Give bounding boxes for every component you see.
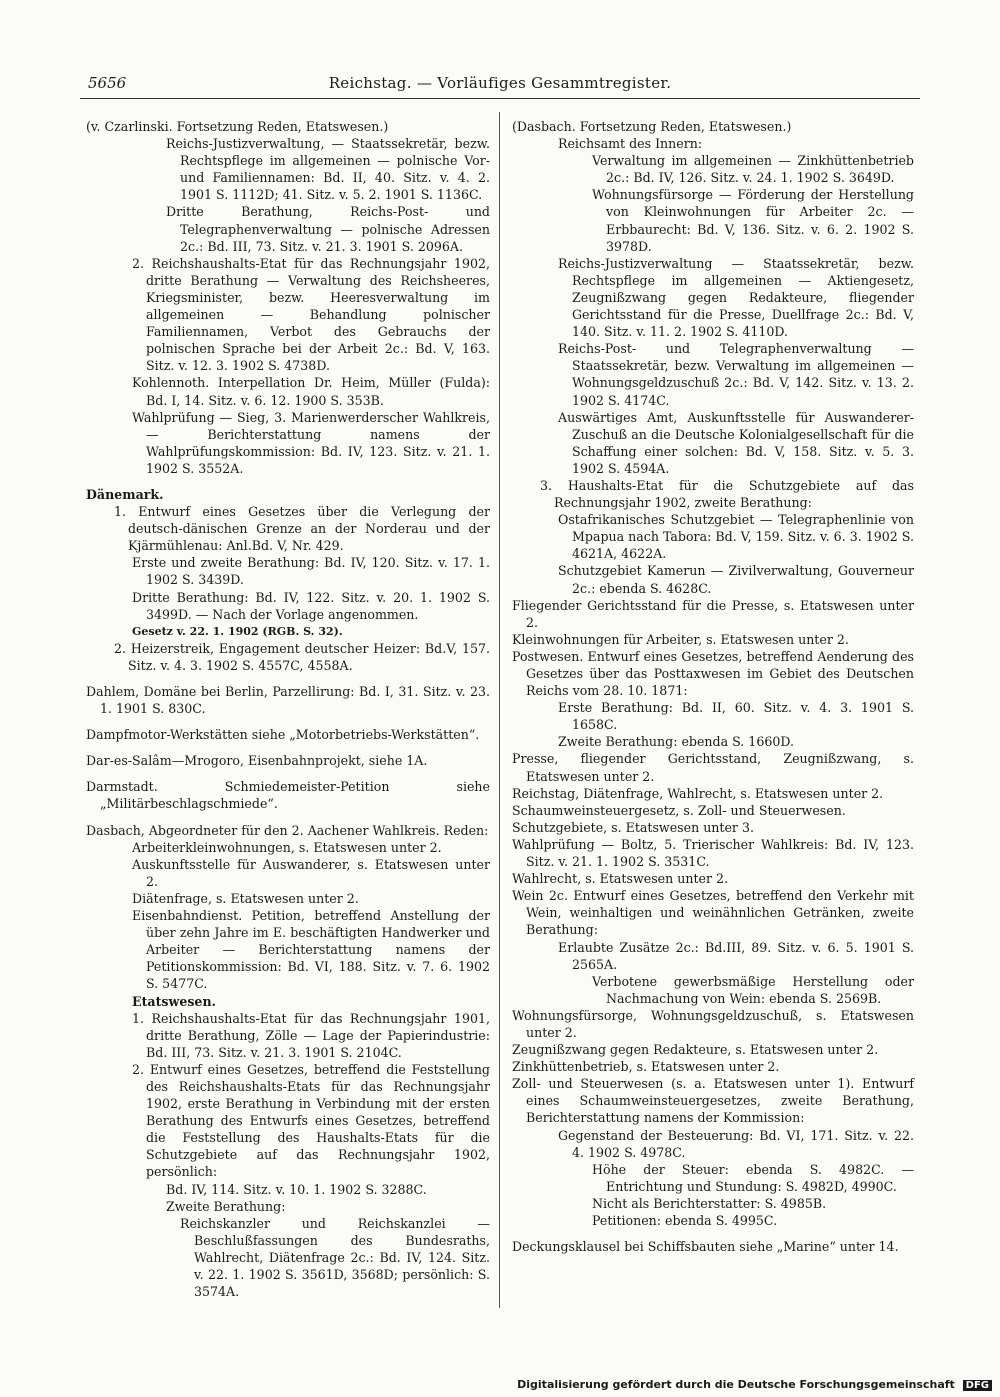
index-entry: Reichs-Justizverwaltung — Staatssekretär, bezw. Rechtspflege im allgemeinen — Aktiengesetz, Zeugnißzwang gegen Redakteure, fliegender Gerichtsstand für die Presse, Duellfrage 2c.: Bd. V, 140. Sitz. v. 11. 2. 1902 S. 4110D. bbox=[558, 255, 914, 340]
index-entry: Arbeiterkleinwohnungen, s. Etatswesen unter 2. bbox=[132, 839, 442, 855]
index-subheading: Etatswesen. bbox=[132, 993, 216, 1009]
index-entry: Gegenstand der Besteuerung: Bd. VI, 171. Sitz. v. 22. 4. 1902 S. 4978C. bbox=[558, 1127, 914, 1160]
index-entry: Fliegender Gerichtsstand für die Presse, s. Etatswesen unter 2. bbox=[512, 597, 914, 630]
index-entry: Dampfmotor-Werkstätten siehe „Motorbetriebs-Werkstätten“. bbox=[86, 727, 480, 743]
index-entry: Postwesen. Entwurf eines Gesetzes, betreffend Aenderung des Gesetzes über das Posttaxwesen im Gebiet des Deutschen Reichs vom 28. 10. 1871: bbox=[512, 648, 914, 699]
index-entry: Wahlprüfung — Boltz, 5. Trierischer Wahlkreis: Bd. IV, 123. Sitz. v. 21. 1. 1902 S. 3531C. bbox=[512, 836, 914, 870]
index-entry: 1. Entwurf eines Gesetzes über die Verlegung der deutsch-dänischen Grenze an der Norderau und der Kjärmühlenau: Anl.Bd. V, Nr. 429. bbox=[114, 504, 490, 554]
index-entry: Zweite Berathung: bbox=[166, 1198, 286, 1214]
index-entry: Reichs-Post- und Telegraphenverwaltung — Staatssekretär, bezw. Verwaltung im allgemeinen — Wohnungsgeldzuschuß 2c.: Bd. V, 142. Sitz. v. 13. 2. 1902 S. 4174C. bbox=[558, 341, 914, 408]
index-entry: Petitionen: ebenda S. 4995C. bbox=[592, 1213, 778, 1228]
header-rule bbox=[80, 98, 920, 99]
index-entry: Zoll- und Steuerwesen (s. a. Etatswesen unter 1). Entwurf eines Schaumweinsteuergesetzes, zweite Berathung, Berichterstattung namens der Kommission: bbox=[512, 1076, 914, 1126]
page-header bbox=[80, 72, 920, 96]
index-entry: Deckungsklausel bei Schiffsbauten siehe „Marine“ unter 14. bbox=[512, 1239, 899, 1255]
index-entry: Reichsamt des Innern: bbox=[558, 136, 703, 152]
dfg-logo: DFG bbox=[963, 1380, 992, 1391]
index-entry: Höhe der Steuer: ebenda S. 4982C. — Entrichtung und Stundung: S. 4982D, 4990C. bbox=[592, 1161, 914, 1194]
index-entry: Wohnungsfürsorge — Förderung der Herstellung von Kleinwohnungen für Arbeiter 2c. — Erbbaurecht: Bd. V, 136. Sitz. v. 6. 2. 1902 S. 3978D. bbox=[592, 187, 914, 254]
entry-continuation: (v. Czarlinski. Fortsetzung Reden, Etatswesen.) bbox=[86, 119, 389, 134]
index-entry: Wahlrecht, s. Etatswesen unter 2. bbox=[512, 871, 728, 887]
index-entry: Darmstadt. Schmiedemeister-Petition siehe „Militärbeschlagschmiede“. bbox=[86, 779, 490, 812]
index-entry: Dasbach, Abgeordneter für den 2. Aachener Wahlkreis. Reden: bbox=[86, 822, 489, 838]
index-entry: Gesetz v. 22. 1. 1902 (RGB. S. 32). bbox=[132, 624, 343, 638]
page-title: Reichstag. — Vorläufiges Gesammtregister. bbox=[328, 74, 672, 92]
index-heading: Dänemark. bbox=[86, 486, 164, 502]
digitization-credit bbox=[517, 1378, 992, 1391]
index-entry: 2. Entwurf eines Gesetzes, betreffend die Feststellung des Reichshaushalts-Etats für das Rechnungsjahr 1902, erste Berathung in Verbindung mit der ersten Berathung des Entwurfs eines Gesetzes, betreffend die Feststellung des Haushalts-Etats für die Schutzgebiete auf das Rechnungsjahr 1902, persönlich: bbox=[132, 1061, 490, 1180]
index-entry: Diätenfrage, s. Etatswesen unter 2. bbox=[132, 890, 359, 906]
entry-continuation: (Dasbach. Fortsetzung Reden, Etatswesen.) bbox=[512, 119, 792, 134]
index-entry: Nicht als Berichterstatter: S. 4985B. bbox=[592, 1195, 827, 1211]
index-entry: Wahlprüfung — Sieg, 3. Marienwerderscher Wahlkreis, — Berichterstattung namens der Wahlprüfungskommission: Bd. IV, 123. Sitz. v. 21. 1. 1902 S. 3552A. bbox=[132, 409, 490, 476]
left-column bbox=[84, 118, 490, 1300]
index-entry: 1. Reichshaushalts-Etat für das Rechnungsjahr 1901, dritte Berathung, Zölle — Lage der Papierindustrie: Bd. III, 73. Sitz. v. 21. 3. 1901 S. 2104C. bbox=[132, 1010, 490, 1060]
index-entry: Dritte Berathung, Reichs-Post- und Telegraphenverwaltung — polnische Adressen 2c.: Bd. III, 73. Sitz. v. 21. 3. 1901 S. 2096A. bbox=[166, 204, 490, 254]
index-entry: Presse, fliegender Gerichtsstand, Zeugnißzwang, s. Etatswesen unter 2. bbox=[512, 751, 914, 784]
index-entry: Auswärtiges Amt, Auskunftsstelle für Auswanderer-Zuschuß an die Deutsche Kolonialgesellschaft für die Schaffung einer solchen: Bd. V, 158. Sitz. v. 5. 3. 1902 S. 4594A. bbox=[558, 409, 914, 476]
page-number: 5656 bbox=[88, 74, 127, 92]
index-entry: Dahlem, Domäne bei Berlin, Parzellirung: Bd. I, 31. Sitz. v. 23. 1. 1901 S. 830C. bbox=[86, 684, 490, 717]
index-entry: Schutzgebiet Kamerun — Zivilverwaltung, Gouverneur 2c.: ebenda S. 4628C. bbox=[558, 563, 914, 596]
index-entry: Reichstag, Diätenfrage, Wahlrecht, s. Etatswesen unter 2. bbox=[512, 785, 884, 801]
index-entry: Zweite Berathung: ebenda S. 1660D. bbox=[558, 734, 795, 750]
credit-text: Digitalisierung gefördert durch die Deutsche Forschungsgemeinschaft bbox=[517, 1378, 955, 1391]
index-entry: 2. Heizerstreik, Engagement deutscher Heizer: Bd.V, 157. Sitz. v. 4. 3. 1902 S. 4557C, 4558A. bbox=[114, 640, 490, 673]
index-entry: Verwaltung im allgemeinen — Zinkhüttenbetrieb 2c.: Bd. IV, 126. Sitz. v. 24. 1. 1902 S. 3649D. bbox=[592, 153, 914, 186]
index-entry: Verbotene gewerbsmäßige Herstellung oder Nachmachung von Wein: ebenda S. 2569B. bbox=[592, 973, 914, 1006]
index-entry: Bd. IV, 114. Sitz. v. 10. 1. 1902 S. 3288C. bbox=[166, 1181, 427, 1197]
index-entry: Eisenbahndienst. Petition, betreffend Anstellung der über zehn Jahre im E. beschäftigten Handwerker und Arbeiter — Berichterstattung namens der Petitionskommission: Bd. VI, 188. Sitz. v. 7. 6. 1902 S. 5477C. bbox=[132, 908, 490, 992]
index-entry: Auskunftsstelle für Auswanderer, s. Etatswesen unter 2. bbox=[132, 856, 490, 889]
column-divider bbox=[499, 112, 500, 1308]
index-entry: 2. Reichshaushalts-Etat für das Rechnungsjahr 1902, dritte Berathung — Verwaltung des Reichsheeres, Kriegsminister, bezw. Heeresverwaltung im allgemeinen — Behandlung polnischer Familiennamen, Verbot des Gebrauchs der polnischen Sprache bei der Arbeit 2c.: Bd. V, 163. Sitz. v. 12. 3. 1902 S. 4738D. bbox=[132, 255, 490, 374]
right-column bbox=[510, 118, 914, 1255]
index-entry: Wohnungsfürsorge, Wohnungsgeldzuschuß, s. Etatswesen unter 2. bbox=[512, 1007, 914, 1040]
index-entry: Kohlennoth. Interpellation Dr. Heim, Müller (Fulda): Bd. I, 14. Sitz. v. 6. 12. 1900 S. 353B. bbox=[132, 375, 490, 408]
index-entry: Wein 2c. Entwurf eines Gesetzes, betreffend den Verkehr mit Wein, weinhaltigen und weinähnlichen Getränken, zweite Berathung: bbox=[512, 888, 914, 938]
index-entry: 3. Haushalts-Etat für die Schutzgebiete auf das Rechnungsjahr 1902, zweite Berathung: bbox=[540, 477, 914, 511]
index-entry: Schaumweinsteuergesetz, s. Zoll- und Steuerwesen. bbox=[512, 802, 846, 818]
index-entry: Reichskanzler und Reichskanzlei — Beschlußfassungen des Bundesraths, Wahlrecht, Diätenfrage 2c.: Bd. IV, 124. Sitz. v. 22. 1. 1902 S. 3561D, 3568D; persönlich: S. 3574A. bbox=[180, 1215, 490, 1300]
index-entry: Reichs-Justizverwaltung, — Staatssekretär, bezw. Rechtspflege im allgemeinen — polnische Vor- und Familiennamen: Bd. II, 40. Sitz. v. 4. 2. 1901 S. 1112D; 41. Sitz. v. 5. 2. 1901 S. 1136C. bbox=[166, 136, 490, 203]
index-entry: Ostafrikanisches Schutzgebiet — Telegraphenlinie von Mpapua nach Tabora: Bd. V, 159. Sitz. v. 6. 3. 1902 S. 4621A, 4622A. bbox=[558, 512, 914, 562]
index-entry: Erste und zweite Berathung: Bd. IV, 120. Sitz. v. 17. 1. 1902 S. 3439D. bbox=[132, 555, 490, 588]
index-entry: Zinkhüttenbetrieb, s. Etatswesen unter 2. bbox=[512, 1059, 780, 1075]
index-entry: Schutzgebiete, s. Etatswesen unter 3. bbox=[512, 819, 754, 835]
index-entry: Zeugnißzwang gegen Redakteure, s. Etatswesen unter 2. bbox=[512, 1042, 879, 1058]
index-entry: Kleinwohnungen für Arbeiter, s. Etatswesen unter 2. bbox=[512, 631, 849, 647]
index-entry: Dar-es-Salâm—Mrogoro, Eisenbahnprojekt, siehe 1A. bbox=[86, 753, 428, 769]
index-entry: Dritte Berathung: Bd. IV, 122. Sitz. v. 20. 1. 1902 S. 3499D. — Nach der Vorlage angenommen. bbox=[132, 589, 490, 622]
index-entry: Erlaubte Zusätze 2c.: Bd.III, 89. Sitz. v. 6. 5. 1901 S. 2565A. bbox=[558, 939, 914, 972]
index-entry: Erste Berathung: Bd. II, 60. Sitz. v. 4. 3. 1901 S. 1658C. bbox=[558, 700, 914, 733]
